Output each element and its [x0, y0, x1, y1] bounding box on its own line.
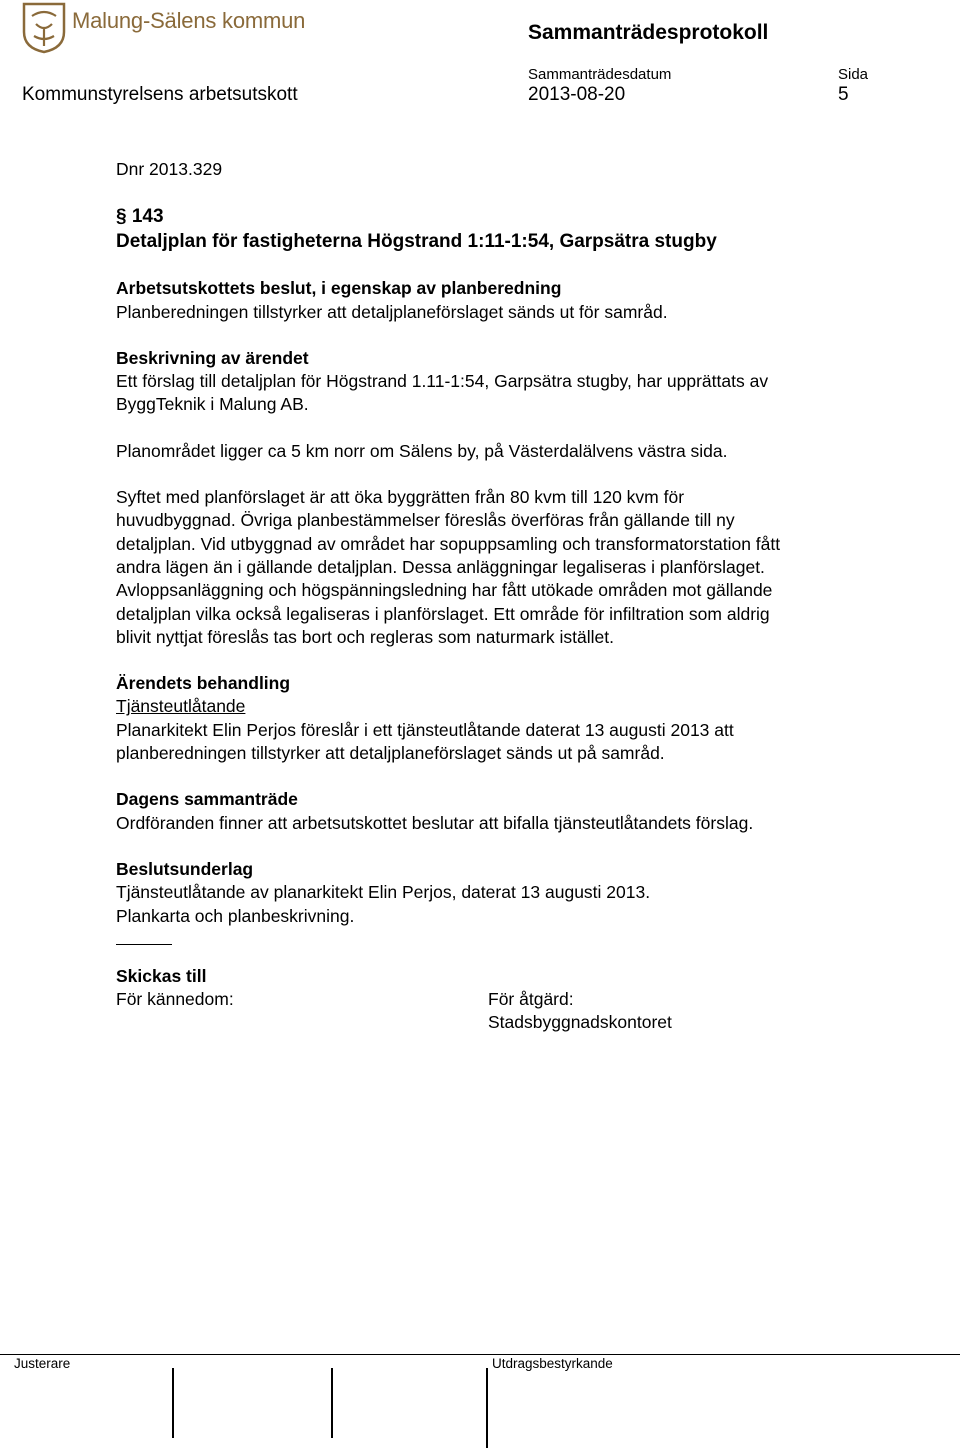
- case-number: Dnr 2013.329: [116, 159, 223, 179]
- signature-box-divider: [331, 1368, 333, 1438]
- protocol-body: [116, 158, 916, 1036]
- signature-box-divider: [486, 1368, 488, 1448]
- paragraph-number: § 143: [116, 206, 164, 228]
- decision-text: Planberedningen tillstyrker att detaljplaneförslaget sänds ut för samråd.: [116, 301, 668, 322]
- meeting-heading: Dagens sammanträde: [116, 789, 298, 810]
- description-heading: Beskrivning av ärendet: [116, 347, 309, 368]
- handling-line: planberedningen tillstyrker att detaljplaneförslaget sänds ut på samråd.: [116, 743, 665, 764]
- footer-divider: [0, 1354, 960, 1355]
- basis-heading: Beslutsunderlag: [116, 858, 254, 879]
- purpose-line: blivit nyttjat föreslås tas bort och regleras som naturmark istället.: [116, 626, 614, 647]
- distribution: [116, 988, 916, 1036]
- section-divider: [116, 944, 172, 945]
- kommun-logo-icon: [22, 2, 66, 54]
- meeting-text: Ordföranden finner att arbetsutskottet beslutar att bifalla tjänsteutlåtandets förslag.: [116, 812, 754, 833]
- purpose-line: huvudbyggnad. Övriga planbestämmelser föreslås överföras från gällande till ny: [116, 510, 735, 531]
- for-info-label: För kännedom:: [116, 989, 234, 1010]
- purpose-line: detaljplan. Vid utbyggnad av området har sopuppsamling och transformatorstation fått: [116, 533, 781, 554]
- logo-text: Malung-Sälens kommun: [72, 8, 306, 33]
- page-label: Sida: [838, 66, 869, 83]
- document-type: Sammanträdesprotokoll: [528, 21, 769, 44]
- handling-line: Planarkitekt Elin Perjos föreslår i ett tjänsteutlåtande daterat 13 augusti 2013 att: [116, 719, 734, 740]
- page-number: 5: [838, 84, 849, 105]
- basis-line: Plankarta och planbeskrivning.: [116, 905, 355, 926]
- description-line: ByggTeknik i Malung AB.: [116, 394, 309, 415]
- signature-box-divider: [172, 1368, 174, 1438]
- for-action: [488, 988, 672, 1035]
- handling-subheading: Tjänsteutlåtande: [116, 696, 246, 717]
- committee-name: Kommunstyrelsens arbetsutskott: [22, 84, 298, 105]
- basis-line: Tjänsteutlåtande av planarkitekt Elin Perjos, daterat 13 augusti 2013.: [116, 882, 651, 903]
- meeting-date: 2013-08-20: [528, 84, 626, 105]
- for-action-recipient: Stadsbyggnadskontoret: [488, 1012, 672, 1033]
- purpose-line: andra lägen än i gällande detaljplan. Dessa anläggningar legaliseras i planförslaget.: [116, 556, 765, 577]
- purpose-line: Avloppsanläggning och högspänningsledning har fått utökade områden mot gällande: [116, 580, 773, 601]
- case-title: Detaljplan för fastigheterna Högstrand 1:11-1:54, Garpsätra stugby: [116, 231, 717, 253]
- description-line: Ett förslag till detaljplan för Högstrand 1.11-1:54, Garpsätra stugby, har upprättats av: [116, 371, 769, 392]
- send-heading: Skickas till: [116, 965, 207, 986]
- handling-heading: Ärendets behandling: [116, 673, 291, 694]
- for-action-label: För åtgärd:: [488, 989, 574, 1010]
- purpose-line: Syftet med planförslaget är att öka byggrätten från 80 kvm till 120 kvm för: [116, 487, 685, 508]
- justerare-label: Justerare: [14, 1356, 71, 1371]
- purpose-line: detaljplan vilka också legaliseras i planförslaget. Ett område för infiltration som aldrig: [116, 603, 770, 624]
- date-label: Sammanträdesdatum: [528, 66, 672, 83]
- location-text: Planområdet ligger ca 5 km norr om Sälens by, på Västerdalälvens västra sida.: [116, 440, 728, 461]
- decision-heading: Arbetsutskottets beslut, i egenskap av planberedning: [116, 278, 562, 299]
- utdrag-label: Utdragsbestyrkande: [492, 1356, 613, 1371]
